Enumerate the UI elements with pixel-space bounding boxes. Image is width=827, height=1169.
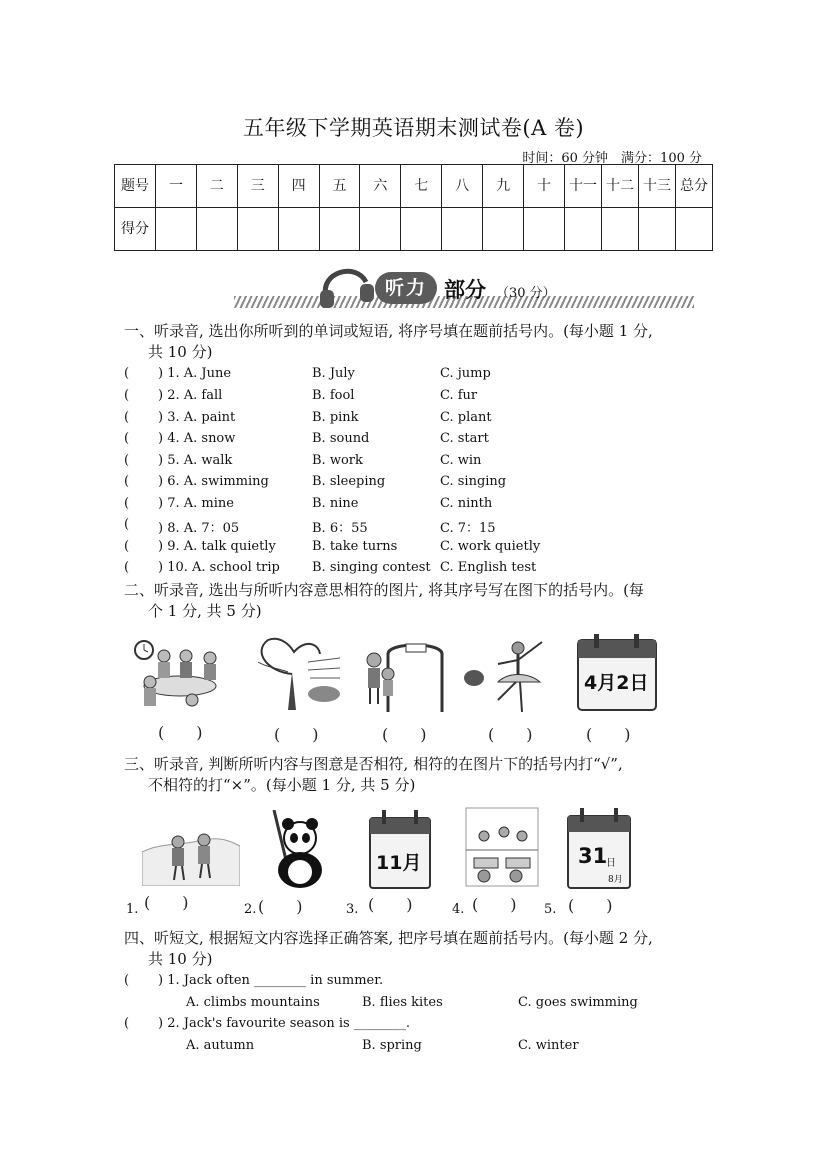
option-b: B. work <box>312 453 363 468</box>
header-cell: 题号 <box>115 165 156 208</box>
score-cell[interactable] <box>360 208 401 251</box>
answer-paren[interactable]: ( <box>124 1016 130 1031</box>
option-b: B. fool <box>312 388 355 403</box>
answer-paren[interactable]: ( ) <box>472 895 517 914</box>
section3-heading <box>124 754 714 796</box>
option-b: B. spring <box>362 1038 422 1053</box>
option-c: C. work quietly <box>440 539 541 554</box>
answer-paren[interactable]: ( <box>124 453 130 468</box>
option-c: C. win <box>440 453 482 468</box>
header-cell: 二 <box>196 165 237 208</box>
answer-paren[interactable]: ( <box>124 517 130 532</box>
header-cell: 九 <box>483 165 524 208</box>
question-stem: ) 2. Jack's favourite season is ________. <box>158 1016 410 1031</box>
section1-heading <box>124 321 714 363</box>
answer-paren[interactable]: ( <box>124 474 130 489</box>
ballet-dancer-picture <box>458 634 550 714</box>
answer-paren[interactable]: ( <box>124 496 130 511</box>
option-b: B. pink <box>312 410 359 425</box>
kite-picture <box>142 812 240 886</box>
option-b: B. nine <box>312 496 359 511</box>
answer-paren[interactable]: ( ) <box>586 725 631 744</box>
answer-paren[interactable]: ( <box>124 539 130 554</box>
answer-paren[interactable]: ( <box>124 560 130 575</box>
score-cell[interactable] <box>156 208 197 251</box>
picture-number: 2. <box>244 902 257 917</box>
answer-paren[interactable]: ( ) <box>144 893 189 912</box>
header-cell: 三 <box>237 165 278 208</box>
score-cell[interactable] <box>196 208 237 251</box>
banner-word: 部分 <box>444 278 486 302</box>
header-cell: 十二 <box>602 165 639 208</box>
calendar-november-picture <box>366 808 434 890</box>
question-stem: ) 1. Jack often ________ in summer. <box>158 973 384 988</box>
score-cell[interactable] <box>639 208 676 251</box>
option-c: C. 7：15 <box>440 521 496 536</box>
section1-heading-line1: 一、听录音, 选出你所听到的单词或短语, 将序号填在题前括号内。(每小题 1 分, <box>124 322 653 340</box>
answer-paren[interactable]: ( ) <box>274 725 319 744</box>
score-table-score-row <box>115 208 713 251</box>
option-b: B. flies kites <box>362 995 443 1010</box>
classroom-picture <box>464 806 540 888</box>
option-a: ) 9. A. talk quietly <box>158 539 276 554</box>
header-cell: 一 <box>156 165 197 208</box>
answer-paren[interactable]: ( <box>124 431 130 446</box>
score-cell[interactable] <box>483 208 524 251</box>
option-c: C. English test <box>440 560 537 575</box>
option-a: ) 8. A. 7：05 <box>158 521 240 536</box>
header-cell: 十三 <box>639 165 676 208</box>
picture-number: 5. <box>544 902 557 917</box>
option-a: A. autumn <box>186 1038 255 1053</box>
answer-paren[interactable]: ( ) <box>368 895 413 914</box>
section1-heading-line2: 共 10 分) <box>148 343 213 361</box>
option-a: ) 1. A. June <box>158 366 232 381</box>
row-label: 得分 <box>115 208 156 251</box>
calendar-month: 11月 <box>376 852 422 874</box>
option-b: B. 6：55 <box>312 521 368 536</box>
score-cell[interactable] <box>319 208 360 251</box>
calendar-ri: 日 <box>606 858 616 869</box>
section2-heading <box>124 580 714 622</box>
score-cell[interactable] <box>442 208 483 251</box>
option-a: ) 3. A. paint <box>158 410 236 425</box>
school-gate-picture <box>358 634 450 714</box>
option-a: ) 7. A. mine <box>158 496 234 511</box>
option-c: C. goes swimming <box>518 995 638 1010</box>
option-c: C. plant <box>440 410 492 425</box>
score-cell[interactable] <box>676 208 713 251</box>
option-a: ) 10. A. school trip <box>158 560 280 575</box>
option-b: B. take turns <box>312 539 398 554</box>
score-table-header-row <box>115 165 713 208</box>
answer-paren[interactable]: ( ) <box>258 897 303 916</box>
headphone-icon <box>316 262 378 310</box>
option-c: C. winter <box>518 1038 579 1053</box>
panda-picture <box>262 810 332 890</box>
calendar-month-small: 8月 <box>608 875 623 885</box>
answer-paren[interactable]: ( ) <box>488 725 533 744</box>
score-cell[interactable] <box>278 208 319 251</box>
score-cell[interactable] <box>237 208 278 251</box>
option-a: ) 5. A. walk <box>158 453 233 468</box>
picture-number: 4. <box>452 902 465 917</box>
score-table <box>114 164 713 251</box>
option-a: ) 6. A. swimming <box>158 474 269 489</box>
option-c: C. singing <box>440 474 507 489</box>
option-c: C. jump <box>440 366 491 381</box>
header-cell: 总分 <box>676 165 713 208</box>
calendar-picture <box>570 632 666 714</box>
picture-number: 3. <box>346 902 359 917</box>
score-cell[interactable] <box>602 208 639 251</box>
answer-paren[interactable]: ( ) <box>568 896 613 915</box>
answer-paren[interactable]: ( ) <box>158 723 203 742</box>
header-cell: 七 <box>401 165 442 208</box>
option-a: A. climbs mountains <box>186 995 320 1010</box>
header-cell: 五 <box>319 165 360 208</box>
listening-badge: 听力 <box>375 272 437 304</box>
score-cell[interactable] <box>565 208 602 251</box>
answer-paren[interactable]: ( <box>124 366 130 381</box>
calendar-date: 4月2日 <box>584 672 649 694</box>
page-title: 五年级下学期英语期末测试卷(A 卷) <box>242 116 585 140</box>
option-c: C. start <box>440 431 489 446</box>
answer-paren[interactable]: ( ) <box>382 725 427 744</box>
option-c: C. ninth <box>440 496 493 511</box>
header-cell: 十 <box>524 165 565 208</box>
section2-heading-line1: 二、听录音, 选出与所听内容意思相符的图片, 将其序号写在图下的括号内。(每 <box>124 581 644 599</box>
section4-heading-line2: 共 10 分) <box>148 950 213 968</box>
section3-heading-line1: 三、听录音, 判断所听内容与图意是否相符, 相符的在图片下的括号内打“√”, <box>124 755 623 773</box>
option-a: ) 4. A. snow <box>158 431 236 446</box>
option-b: B. July <box>312 366 355 381</box>
family-dinner-picture <box>130 634 222 714</box>
listening-banner <box>234 262 702 310</box>
option-b: B. singing contest <box>312 560 431 575</box>
option-b: B. sound <box>312 431 370 446</box>
option-a: ) 2. A. fall <box>158 388 223 403</box>
score-cell[interactable] <box>401 208 442 251</box>
answer-paren[interactable]: ( <box>124 973 130 988</box>
calendar-day: 31 <box>578 844 608 868</box>
section3-heading-line2: 不相符的打“×”。(每小题 1 分, 共 5 分) <box>148 776 416 794</box>
section4-heading-line1: 四、听短文, 根据短文内容选择正确答案, 把序号填在题前括号内。(每小题 2 分, <box>124 929 653 947</box>
header-cell: 六 <box>360 165 401 208</box>
calendar-august-picture <box>564 806 634 890</box>
section2-heading-line2: 个 1 分, 共 5 分) <box>148 602 262 620</box>
banner-points: （30 分） <box>496 286 556 301</box>
answer-paren[interactable]: ( <box>124 410 130 425</box>
option-c: C. fur <box>440 388 478 403</box>
exam-meta: 时间：60 分钟 满分：100 分 <box>522 151 702 166</box>
header-cell: 十一 <box>565 165 602 208</box>
header-cell: 四 <box>278 165 319 208</box>
windy-tree-picture <box>248 632 344 712</box>
header-cell: 八 <box>442 165 483 208</box>
score-cell[interactable] <box>524 208 565 251</box>
section4-heading <box>124 928 714 970</box>
answer-paren[interactable]: ( <box>124 388 130 403</box>
option-b: B. sleeping <box>312 474 386 489</box>
picture-number: 1. <box>126 902 139 917</box>
